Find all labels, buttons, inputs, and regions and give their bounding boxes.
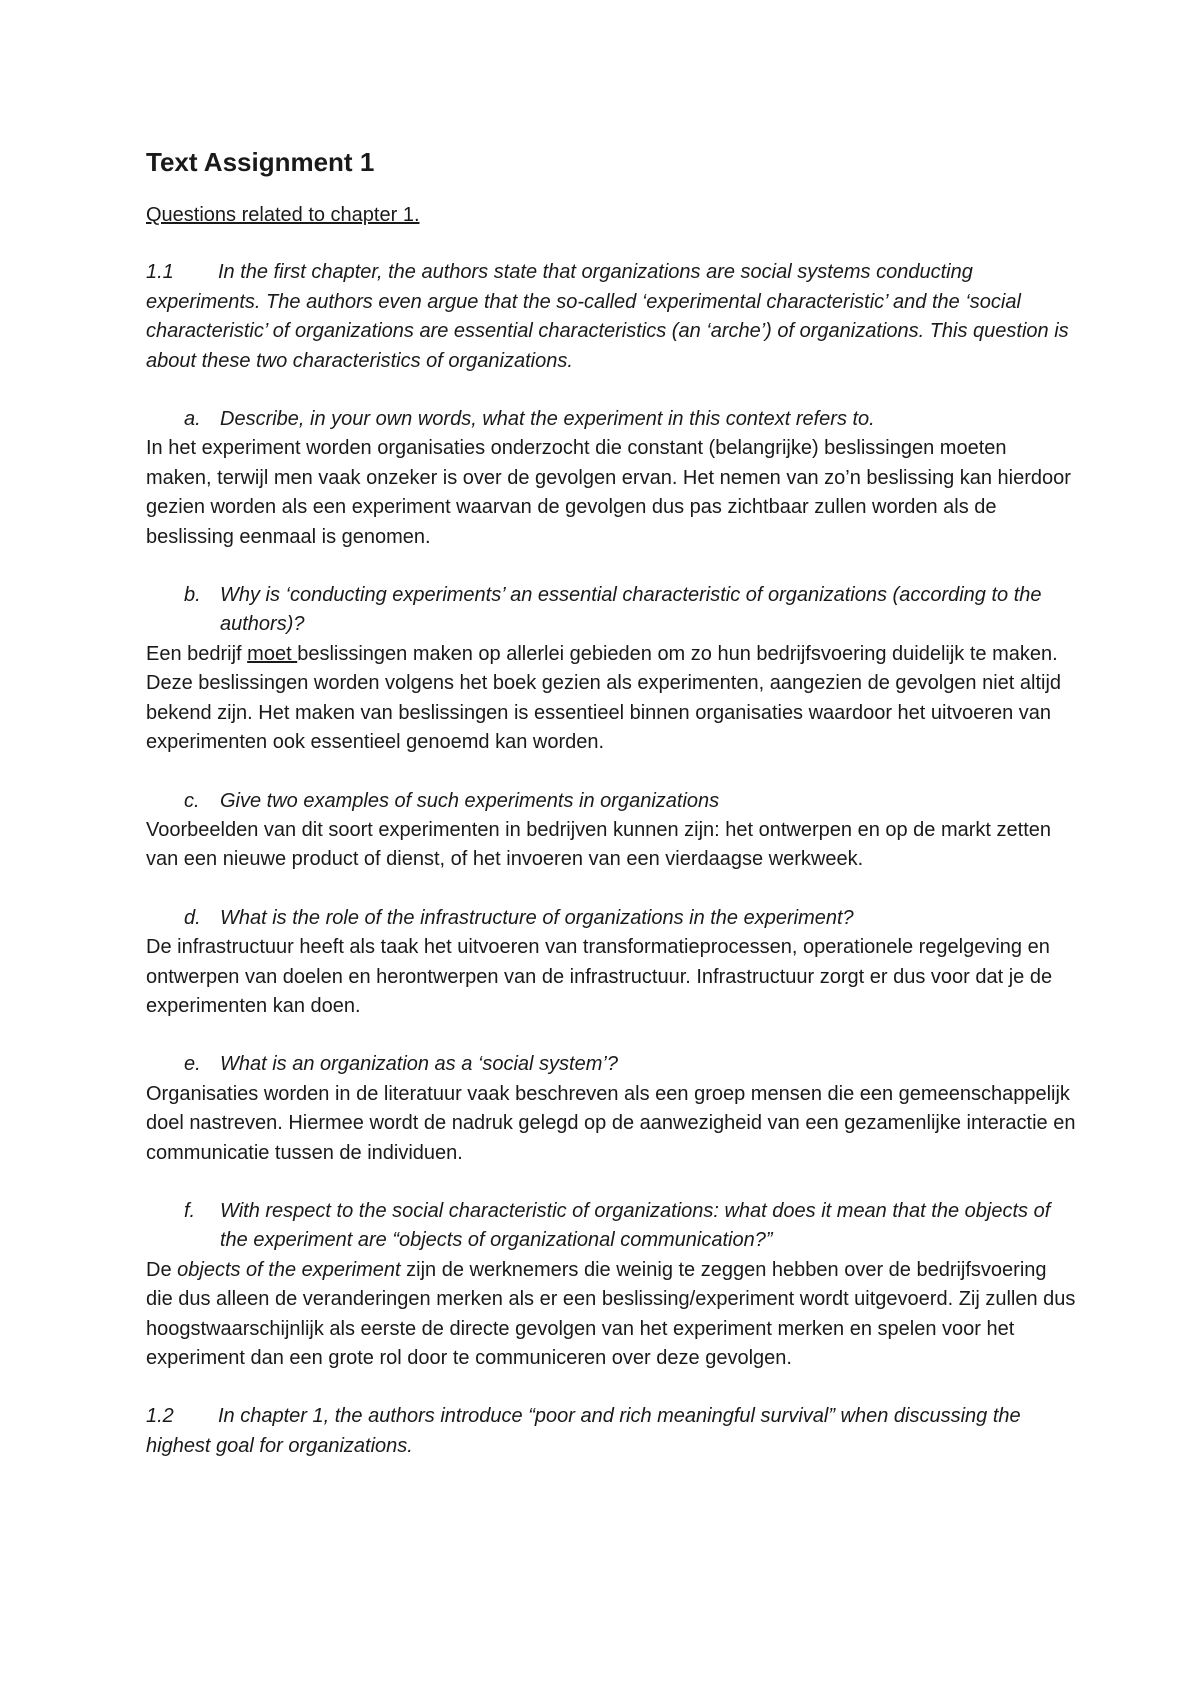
chapter-subheading: Questions related to chapter 1.	[146, 204, 420, 226]
answer-text: De infrastructuur heeft als taak het uitvoeren van transformatieprocessen, operationele regelgeving en ontwerpen van doelen en herontwerpen van de infrastructuur. Infrastructuur zorgt er dus voor dat je de experimenten kan doen.	[146, 936, 1053, 1017]
subquestion-a	[146, 405, 1076, 552]
answer-rest: beslissingen maken op allerlei gebieden om zo hun bedrijfsvoering duidelijk te maken. Deze beslissingen worden volgens het boek gezien als experimenten, aangezien de gevolgen niet altijd bekend zijn. Het maken van beslissingen is essentieel binnen organisaties waardoor het uitvoeren van experimenten ook essentieel genoemd kan worden.	[146, 642, 1062, 754]
subquestion-text: Give two examples of such experiments in organizations	[220, 789, 720, 812]
question-text: In the first chapter, the authors state that organizations are social systems conducting experiments. The authors even argue that the so-called ‘experimental characteristic’ and the ‘social characteristic’ of organizations are essential characteristics (an ‘arche’) of organizations. This question is about these two characteristics of organizations.	[146, 261, 1069, 372]
question-text: In chapter 1, the authors introduce “poor and rich meaningful survival” when discussing the highest goal for organizations.	[146, 1405, 1021, 1457]
subquestion-prompt	[146, 1050, 1076, 1079]
subquestion-prompt	[146, 405, 1076, 434]
answer-text: In het experiment worden organisaties onderzocht die constant (belangrijke) beslissingen moeten maken, terwijl men vaak onzeker is over de gevolgen ervan. Het nemen van zo’n beslissing kan hierdoor gezien worden als een experiment waarvan de gevolgen dus pas zichtbaar zullen worden als de beslissing eenmaal is genomen.	[146, 437, 1071, 548]
answer-start: De	[146, 1258, 178, 1281]
question-1-2	[146, 1402, 1076, 1461]
subquestion-text: With respect to the social characteristic of organizations: what does it mean that the objects of the experiment are “objects of organizational communication?”	[220, 1199, 1051, 1252]
answer-start: Een bedrijf	[146, 642, 248, 665]
subquestion-text: Why is ‘conducting experiments’ an essential characteristic of organizations (according to the authors)?	[220, 584, 1042, 636]
answer-text	[146, 640, 1076, 758]
subquestion-letter: a.	[184, 408, 201, 431]
answer-rest: zijn de werknemers die weinig te zeggen hebben over de bedrijfsvoering die dus alleen de veranderingen merken als er een beslissing/experiment wordt uitgevoerd. Zij zullen dus hoogstwaarschijnlijk als eerste de directe gevolgen van het experiment merken en spelen voor het experiment dan een grote rol door te communiceren over deze gevolgen.	[146, 1258, 1076, 1369]
subquestion-prompt	[146, 904, 1076, 933]
subquestion-d	[146, 904, 1076, 1022]
subquestion-letter: e.	[184, 1053, 201, 1076]
subquestion-f	[146, 1197, 1076, 1373]
subquestion-text: Describe, in your own words, what the experiment in this context refers to.	[220, 408, 875, 431]
answer-text: Organisaties worden in de literatuur vaak beschreven als een groep mensen die een gemeenschappelijk doel nastreven. Hiermee wordt de nadruk gelegd op de aanwezigheid van een gezamenlijke interactie en communicatie tussen de individuen.	[146, 1082, 1076, 1164]
subquestion-prompt	[146, 787, 1076, 816]
subquestion-c	[146, 787, 1076, 875]
document-page	[146, 145, 1076, 1490]
question-1-1	[146, 258, 1076, 376]
question-number: 1.1	[146, 261, 174, 284]
subquestion-prompt	[146, 581, 1076, 640]
subquestion-letter: b.	[184, 584, 201, 607]
subquestion-b	[146, 581, 1076, 757]
subquestion-letter: c.	[184, 789, 200, 812]
question-number: 1.2	[146, 1405, 174, 1428]
answer-text	[146, 1256, 1076, 1374]
subquestion-letter: d.	[184, 906, 201, 929]
underlined-word: moet	[247, 642, 298, 665]
document-title: Text Assignment 1	[146, 147, 375, 177]
subquestion-text: What is the role of the infrastructure of organizations in the experiment?	[220, 906, 854, 929]
subquestion-prompt	[146, 1197, 1076, 1256]
answer-text: Voorbeelden van dit soort experimenten in bedrijven kunnen zijn: het ontwerpen en op de markt zetten van een nieuwe product of dienst, of het invoeren van een vierdaagse werkweek.	[146, 818, 1052, 871]
subquestion-text: What is an organization as a ‘social system’?	[220, 1053, 618, 1076]
italic-phrase: objects of the experiment	[177, 1258, 401, 1281]
subquestion-e	[146, 1050, 1076, 1168]
subquestion-letter: f.	[184, 1199, 196, 1222]
